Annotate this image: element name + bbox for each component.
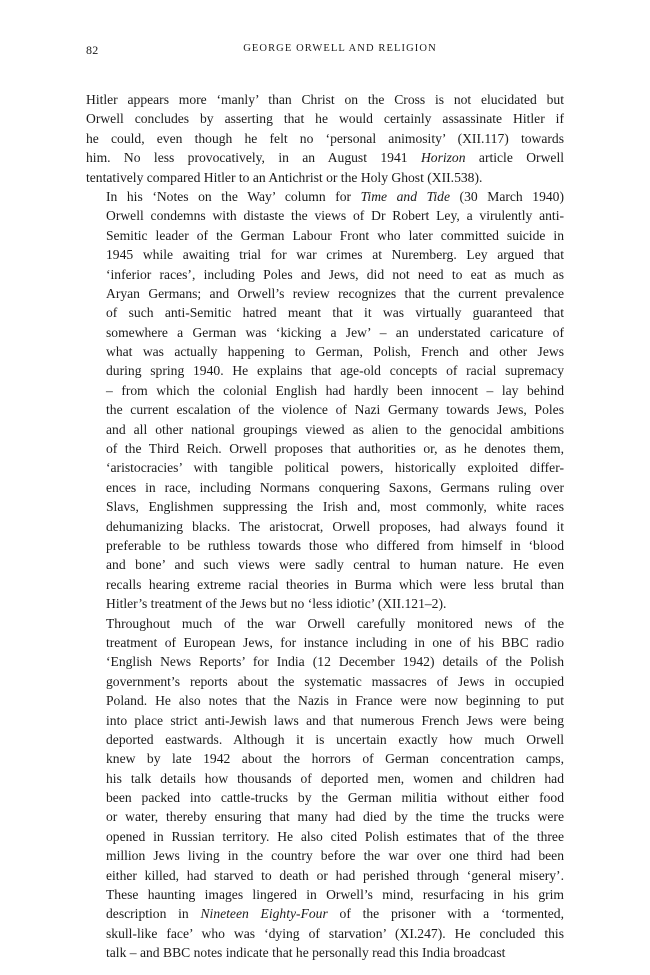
page-number: 82 [86,43,99,57]
text-line: somewhere a German was ‘kicking a Jew’ – an understated caricature of [106,324,564,340]
text-line: Slavs, Englishmen suppressing the Irish and, most commonly, white races [106,499,564,515]
text-line: and bone’ and such views were sadly central to human nature. He even [106,557,564,573]
text-line: talk – and BBC notes indicate that he personally read this India broadcast [106,945,506,961]
text-line: Hitler’s treatment of the Jews but no ‘less idiotic’ (XII.121–2). [106,596,447,612]
text-line: million Jews living in the country before the war over one third had been [106,848,564,864]
text-line: ‘inferior races’, including Poles and Jews, did not need to eat as much as [106,266,564,282]
text-line: and all other national groupings viewed as alien to the genocidal ambitions [106,421,564,437]
text-line: him. No less provocatively, in an August 1941 Horizon article Orwell [86,150,564,166]
text-line: description in Nineteen Eighty-Four of the prisoner with a ‘tormented, [106,906,564,922]
text-line: what was actually happening to German, Polish, French and other Jews [106,344,564,360]
text-line: government’s reports about the systematic massacres of Jews in occupied [106,673,564,689]
text-line: into place strict anti-Jewish laws and that numerous French Jews were being [106,712,564,728]
text-line: tentatively compared Hitler to an Antichrist or the Holy Ghost (XII.538). [86,169,483,185]
text-line: either killed, had starved to death or had perished through ‘general misery’. [106,867,564,883]
paragraph [86,90,564,187]
body-text [86,90,564,963]
text-line: been packed into cattle-trucks by the German militia without either food [106,790,564,806]
text-line: during spring 1940. He explains that age-old concepts of racial supremacy [106,363,564,379]
text-line: he could, even though he felt no ‘personal animosity’ (XII.117) towards [86,130,564,146]
text-line: Throughout much of the war Orwell carefully monitored news of the [106,615,564,631]
running-title: GEORGE ORWELL AND RELIGION [243,43,437,54]
text-line: Hitler appears more ‘manly’ than Christ on the Cross is not elucidated but [86,92,564,107]
text-line: of such anti-Semitic hatred meant that it was virtually guaranteed that [106,305,564,321]
text-line: Orwell condemns with distaste the views of Dr Robert Ley, a virulently anti- [106,208,564,224]
text-line: preferable to be ruthless towards those who differed from himself in ‘blood [106,537,564,553]
text-line: dehumanizing blacks. The aristocrat, Orwell proposes, had always found it [106,518,564,534]
text-line: Semitic leader of the German Labour Front who later committed suicide in [106,227,564,243]
text-line: ‘English News Reports’ for India (12 December 1942) details of the Polish [106,654,564,670]
text-line: the current escalation of the violence of Nazi Germany towards Jews, Poles [106,402,564,418]
running-head [86,43,564,61]
text-line: – from which the colonial English had hardly been innocent – lay behind [106,382,564,398]
text-line: opened in Russian territory. He also cited Polish estimates that of the three [106,828,564,844]
text-line: These haunting images lingered in Orwell’s mind, resurfacing in his grim [106,887,564,903]
paragraph [86,614,564,963]
text-line: 1945 while awaiting trial for war crimes at Nuremberg. Ley argued that [106,247,564,263]
text-line: Orwell concludes by asserting that he would certainly assassinate Hitler if [86,111,564,127]
text-line: treatment of European Jews, for instance including in one of his BBC radio [106,634,564,650]
text-line: In his ‘Notes on the Way’ column for Time and Tide (30 March 1940) [106,188,564,204]
text-line: Poland. He also notes that the Nazis in France were now beginning to put [106,693,564,709]
text-line: of the Third Reich. Orwell proposes that authorities or, as he denotes them, [106,441,564,457]
text-line: or water, thereby ensuring that many had died by the time the trucks were [106,809,564,825]
paragraph [86,187,564,614]
text-line: his talk details how thousands of deported men, women and children had [106,770,564,786]
text-line: ‘aristocracies’ with tangible political powers, historically exploited differ- [106,460,564,476]
text-line: deported eastwards. Although it is uncertain exactly how much Orwell [106,731,564,747]
text-line: ences in race, including Normans conquering Saxons, Germans ruling over [106,479,564,495]
text-line: recalls hearing extreme racial theories in Burma which were less brutal than [106,576,564,592]
text-line: knew by late 1942 about the horrors of German concentration camps, [106,751,564,767]
text-line: skull-like face’ who was ‘dying of starvation’ (XI.247). He concluded this [106,925,564,941]
text-line: Aryan Germans; and Orwell’s review recognizes that the current prevalence [106,285,564,301]
